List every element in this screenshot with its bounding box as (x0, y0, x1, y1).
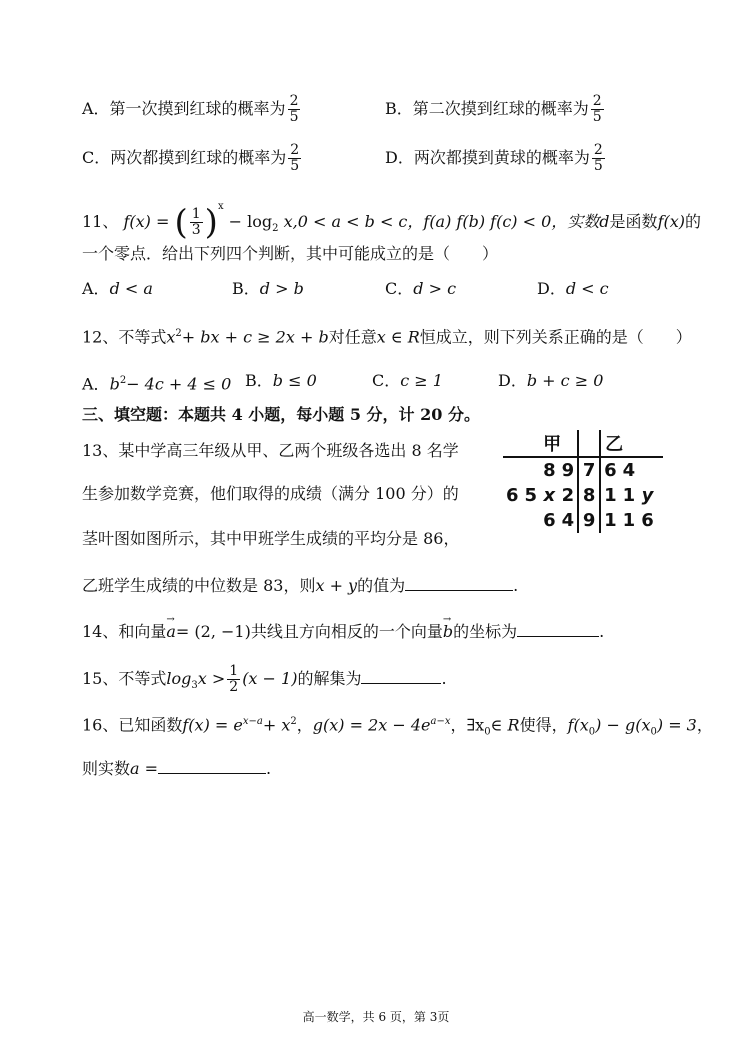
q11-option-d: D．d < c (537, 279, 609, 298)
table-row: 6 5 x 2 8 1 1 y (506, 485, 654, 506)
page-footer: 高一数学，共 6 页，第 3页 (302, 1010, 450, 1024)
q12-option-c: C．c ≥ 1 (372, 371, 443, 390)
q12-option-b: B．b ≤ 0 (245, 371, 317, 390)
stem: 7 (578, 457, 600, 483)
q13-line3: 茎叶图如图所示，其中甲班学生成绩的平均分是 86， (82, 529, 460, 548)
stem: 9 (578, 508, 600, 533)
stem: 8 (578, 483, 600, 508)
answer-blank[interactable] (158, 757, 266, 774)
q10-option-d: D．两次都摸到黄球的概率为 $\frac{2}{5}$ (385, 142, 603, 174)
q10-option-b: B．第二次摸到红球的概率为 $\frac{2}{5}$ (385, 93, 602, 125)
header-right: 乙 (605, 434, 624, 455)
fraction: $\frac{2}{5}$ (592, 93, 602, 125)
q13-line2: 生参加数学竞赛，他们取得的成绩（满分 100 分）的 (82, 484, 459, 503)
fraction: $\frac{1}{3}$ (191, 206, 201, 238)
vector-b: → b (443, 621, 453, 643)
q12-option-d: D．b + c ≥ 0 (498, 371, 604, 390)
header-left: 甲 (543, 434, 562, 455)
stem-leaf-header (503, 430, 663, 457)
q10-option-c: C．两次都摸到红球的概率为 $\frac{2}{5}$ (82, 142, 300, 174)
fraction: $\frac{2}{5}$ (289, 93, 299, 125)
fraction: $\frac{2}{5}$ (593, 142, 603, 174)
fraction: $\frac{1}{2}$ (229, 663, 239, 695)
answer-blank[interactable] (361, 667, 441, 684)
q11-option-a: A．d < a (82, 279, 153, 298)
q15-stem: 15、不等式$\log_3x$ > $\frac{1}{2}$ (x − 1)的解集为 . (82, 663, 447, 695)
q11-stem: 11、 f(x) = ( $\frac{1}{3}$ )$^x - \log_2 x,0 < a < b < c$，f(a) f(b) f(c) < 0，实数d是函数f(x)的 (82, 201, 702, 243)
q11-option-b: B．d > b (232, 279, 304, 298)
q16-line2: 则实数a = . (82, 759, 272, 778)
table-row: 6 4 9 1 1 6 (543, 510, 654, 531)
q11-option-c: C．d > c (385, 279, 457, 298)
vector-a: → a (166, 621, 176, 643)
q13-line1: 13、某中学高三年级从甲、乙两个班级各选出 8 名学 (82, 441, 459, 460)
q13-line4: 乙班学生成绩的中位数是 83，则x + y的值为 . (82, 576, 519, 595)
answer-blank[interactable] (405, 574, 513, 591)
q16-stem: 16、已知函数$f(x) = e^{x-a}+ x^2$，$g(x) = 2x - 4e^{a-x}$，$\exists x_0\in$ R使得，$f(x_0) - g(x_0) = 3$， (82, 715, 713, 738)
q14-stem: 14、和向量→ a= (2, −1)共线且方向相反的一个向量→ b的坐标为 . (82, 620, 604, 643)
table-row: 8 9 7 6 4 (503, 457, 663, 483)
stem-leaf-plot (503, 430, 711, 540)
fraction: $\frac{2}{5}$ (290, 142, 300, 174)
answer-blank[interactable] (517, 620, 599, 637)
q12-option-a: A．$b^2- 4c + 4 \le 0$ (82, 374, 232, 394)
q10-option-a: A．第一次摸到红球的概率为 $\frac{2}{5}$ (82, 93, 299, 125)
q11-stem-line2: 一个零点．给出下列四个判断，其中可能成立的是（ ） (82, 244, 499, 263)
q12-stem: 12、不等式$x^2+$ bx + c ≥ 2x + b对任意x ∈ R恒成立，则下列关系正确的是（ ） (82, 327, 692, 347)
section-heading: 三、填空题：本题共 4 小题，每小题 5 分，计 20 分。 (82, 405, 480, 424)
stem-leaf-table (503, 430, 663, 533)
